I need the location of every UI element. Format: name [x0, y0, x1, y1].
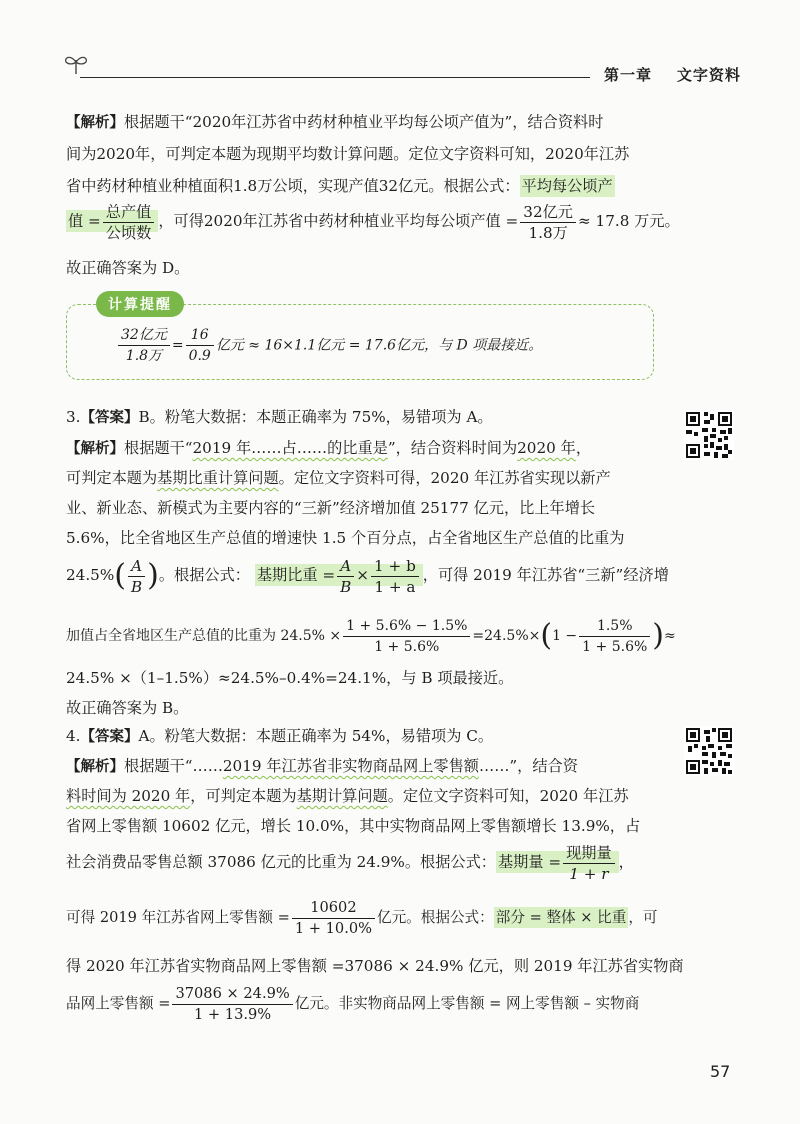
q4-line-4: 社会消费品零售总额 37086 亿元的比重为 24.9%。根据公式： 基期量 = $\frac{\text{现期量}}{1 + r}$ ， — [66, 843, 634, 883]
fraction: $\frac{37086 \times 24.9\%}{1 + 13.9\%}$ — [172, 985, 292, 1024]
answer-label: 【答案】 — [80, 410, 139, 426]
q3-line-1: 【解析】根据题干“2019 年……占……的比重是”，结合资料时间为2020 年， — [66, 439, 591, 457]
fraction: $\frac{1 + 5.6\% - 1.5\%}{1 + 5.6\%}$ — [343, 617, 470, 656]
formula-highlight: 基期比重 = $\frac{A}{B}$ × $\frac{1 + b}{1 + a}$ — [255, 564, 423, 586]
fraction: $\frac{\text{现期量}}{1 + r}$ — [563, 844, 615, 883]
chapter-title: 文字资料 — [676, 66, 741, 84]
fraction: $\frac{10602}{1 + 10.0\%}$ — [292, 899, 375, 938]
q4-line-1: 【解析】根据题干“……2019 年江苏省非实物商品网上零售额……”，结合资 — [66, 757, 578, 775]
fraction: $\frac{\text{32亿元}}{\text{1.8万}}$ — [520, 203, 576, 242]
calc-tip-label: 计算提醒 — [96, 291, 184, 317]
header-rule — [80, 77, 590, 78]
q3-conclusion: 故正确答案为 B。 — [66, 699, 189, 717]
answer-label: 【答案】 — [80, 729, 139, 745]
s1-conclusion: 故正确答案为 D。 — [66, 259, 190, 277]
q4-line-5: 可得 2019 年江苏省网上零售额 = $\frac{10602}{1 + 10.0\%}$ 亿元。根据公式： 部分 = 整体 × 比重 ，可 — [66, 898, 658, 937]
page-header — [0, 0, 800, 100]
fraction: $\frac{1 + b}{1 + a}$ — [371, 557, 419, 596]
q3-line-4: 5.6%，比全省地区生产总值的增速快 1.5 个百分点，占全省地区生产总值的比重为 — [66, 529, 625, 547]
q4-answer: 4.【答案】A。粉笔大数据：本题正确率为 54%，易错项为 C。 — [66, 727, 494, 745]
formula-highlight: 部分 = 整体 × 比重 — [495, 909, 627, 926]
q4-line-7: 品网上零售额 = $\frac{37086 \times 24.9\%}{1 + 13.9\%}$ 亿元。非实物商品网上零售额 = 网上零售额 – 实物商 — [66, 984, 640, 1023]
q3-line-3: 业、新业态、新模式为主要内容的“三新”经济增加值 25177 亿元，比上年增长 — [66, 499, 596, 517]
analysis-label: 【解析】 — [66, 759, 124, 775]
formula-highlight: 平均每公顷产 — [521, 177, 613, 195]
qr-code-icon[interactable] — [684, 726, 734, 776]
q3-line-7: 24.5% ×（1–1.5%）≈24.5%–0.4%=24.1%，与 B 项最接近。 — [66, 669, 514, 687]
fraction: $\frac{\text{32亿元}}{\text{1.8万}}$ — [118, 326, 170, 365]
s1-line-3: 省中药材种植业种植面积1.8万公顷，实现产值32亿元。根据公式： 平均每公顷产 — [66, 177, 613, 195]
fraction: $\frac{16}{0.9}$ — [186, 326, 214, 365]
calc-tip-text: $\frac{\text{32亿元}}{\text{1.8万}}$ = $\frac{16}{0.9}$ 亿元 ≈ 16×1.1亿元 = 17.6亿元，与 D 项最接近。 — [116, 326, 542, 365]
q3-line-2: 可判定本题为基期比重计算问题。定位文字资料可得，2020 年江苏省实现以新产 — [66, 469, 611, 487]
q3-answer: 3.【答案】B。粉笔大数据：本题正确率为 75%，易错项为 A。 — [66, 408, 493, 426]
sprout-icon — [62, 50, 90, 76]
s1-line-4: 值 = $\frac{\text{总产值}}{\text{公顷数}}$ ，可得2020年江苏省中药材种植业平均每公顷产值 = $\frac{\text{32亿元}}{\text{1.8万}}$ ≈ 17.8 万元。 — [68, 202, 680, 242]
fraction: $\frac{\text{总产值}}{\text{公顷数}}$ — [103, 203, 155, 242]
analysis-label: 【解析】 — [66, 441, 124, 457]
q4-line-6: 得 2020 年江苏省实物商品网上零售额 =37086 × 24.9% 亿元，则 2019 年江苏省实物商 — [66, 957, 684, 975]
chapter-heading — [604, 64, 741, 85]
q4-line-2: 料时间为 2020 年，可判定本题为基期计算问题。定位文字资料可知，2020 年江苏 — [66, 787, 629, 805]
analysis-label: 【解析】 — [66, 115, 124, 131]
fraction: $\frac{1.5\%}{1 + 5.6\%}$ — [579, 617, 650, 656]
q3-line-6: 加值占全省地区生产总值的比重为 24.5% × $\frac{1 + 5.6\% - 1.5\%}{1 + 5.6\%}$ =24.5%×(1 − $\frac{1.5\%}{1 + 5.6\%}$ )≈ — [66, 617, 676, 655]
q3-line-5: 24.5%( $\frac{A}{B}$ )。根据公式： 基期比重 = $\frac{A}{B}$ × $\frac{1 + b}{1 + a}$ ，可得 2019 年江苏省“三新”经济增 — [66, 556, 669, 596]
s1-line-2: 间为2020年，可判定本题为现期平均数计算问题。定位文字资料可知，2020年江苏 — [66, 145, 630, 163]
chapter-number: 第一章 — [604, 66, 653, 84]
qr-code-icon[interactable] — [684, 410, 734, 460]
formula-highlight: 基期量 = $\frac{\text{现期量}}{1 + r}$ — [496, 851, 619, 873]
fraction: $\frac{A}{B}$ — [337, 557, 354, 596]
q4-line-3: 省网上零售额 10602 亿元，增长 10.0%，其中实物商品网上零售额增长 13.9%，占 — [66, 817, 641, 835]
s1-line-1: 【解析】根据题干“2020年江苏省中药材种植业平均每公顷产值为”，结合资料时 — [66, 113, 604, 131]
formula-highlight: 值 = $\frac{\text{总产值}}{\text{公顷数}}$ — [66, 210, 158, 232]
page-number: 57 — [710, 1062, 731, 1081]
fraction: $\frac{A}{B}$ — [128, 557, 145, 596]
